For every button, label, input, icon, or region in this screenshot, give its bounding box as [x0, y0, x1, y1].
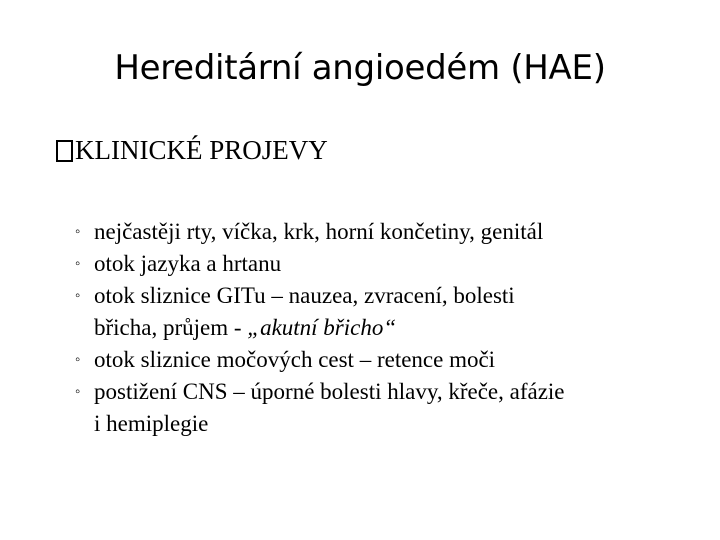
slide-title: Hereditární angioedém (HAE) — [114, 48, 606, 88]
list-item — [75, 280, 705, 344]
bullet-marker-icon: ◦ — [75, 384, 81, 400]
bullet-list — [75, 216, 705, 440]
list-item — [75, 344, 705, 376]
bullet-marker-icon: ◦ — [75, 352, 81, 368]
section-heading — [56, 132, 328, 168]
bullet-marker-icon: ◦ — [75, 224, 81, 240]
bullet-text: otok jazyka a hrtanu — [94, 251, 282, 276]
bullet-text: otok sliznice močových cest – retence moči — [94, 347, 496, 372]
bullet-text: postižení CNS – úporné bolesti hlavy, křeče, afázie — [94, 379, 565, 404]
bullet-text: nejčastěji rty, víčka, krk, horní končetiny, genitál — [94, 219, 544, 244]
list-item — [75, 216, 705, 248]
bullet-text: otok sliznice GITu – nauzea, zvracení, bolesti — [94, 283, 515, 308]
section-heading-text: KLINICKÉ PROJEVY — [75, 135, 328, 165]
list-item — [75, 376, 705, 440]
bullet-text-continuation: i hemiplegie — [94, 411, 209, 436]
missing-glyph-icon — [56, 140, 73, 162]
bullet-text-plain: břicha, průjem - — [94, 315, 248, 340]
bullet-text-continuation — [94, 312, 705, 344]
bullet-marker-icon: ◦ — [75, 256, 81, 272]
list-item — [75, 248, 705, 280]
bullet-text-italic: „akutní břicho“ — [247, 315, 397, 340]
bullet-marker-icon: ◦ — [75, 288, 81, 304]
